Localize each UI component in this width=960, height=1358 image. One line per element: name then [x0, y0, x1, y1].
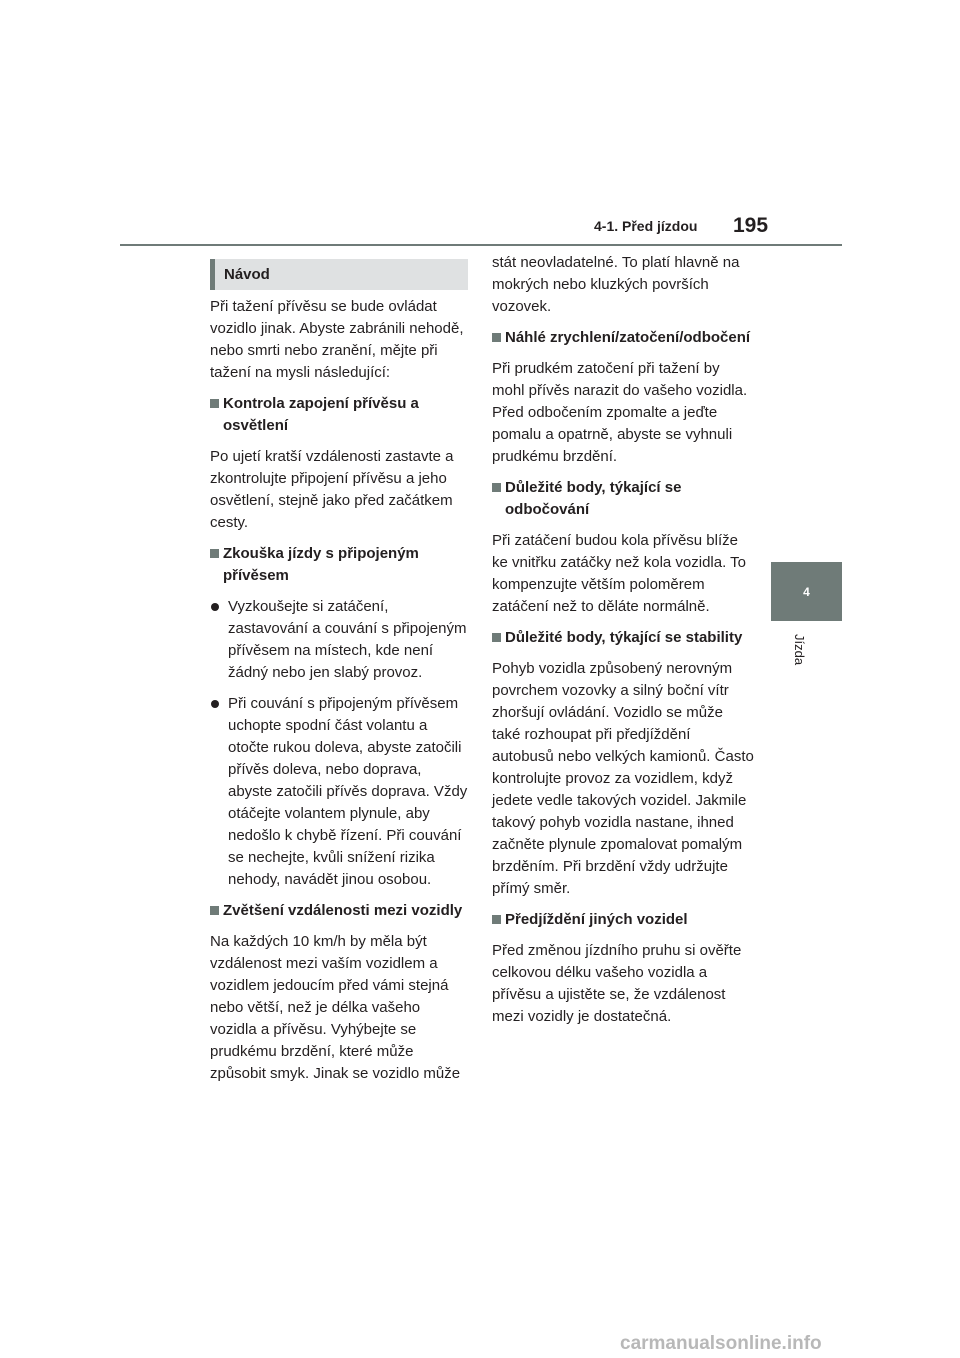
square-bullet-icon	[210, 393, 223, 437]
section-paragraph: Před změnou jízdního pruhu si ověřte celkovou délku vašeho vozidla a přívěsu a ujistěte se, že vzdálenost mezi vozidly je dostatečná.	[492, 942, 742, 1025]
square-bullet-icon	[210, 900, 223, 922]
section-heading	[210, 900, 468, 922]
section-paragraph: Při zatáčení budou kola přívěsu blíže ke vnitřku zatáčky než kola vozidla. To kompenzujte větším poloměrem zatáčení než to děláte normálně.	[492, 532, 747, 615]
section-heading	[210, 393, 468, 437]
section-paragraph: Po ujetí kratší vzdálenosti zastavte a zkontrolujte připojení přívěsu a jeho osvětlení, stejně jako před začátkem cesty.	[210, 448, 454, 531]
list-item	[210, 693, 468, 891]
section-heading-text: Zvětšení vzdálenosti mezi vozidly	[223, 902, 463, 919]
section-heading-text: Důležité body, týkající se stability	[505, 629, 743, 646]
intro-paragraph: Při tažení přívěsu se bude ovládat vozidlo jinak. Abyste zabránili nehodě, nebo smrti nebo zranění, mějte při tažení na mysli následující:	[210, 298, 464, 381]
section-heading	[492, 477, 754, 521]
chapter-tab[interactable]	[771, 562, 842, 621]
section-paragraph: Při prudkém zatočení při tažení by mohl přívěs narazit do vašeho vozidla. Před odbočením zpomalte a jeďte pomalu a opatrně, abyste se vyhnuli prudkému brzdění.	[492, 360, 748, 465]
square-bullet-icon	[210, 543, 223, 587]
square-bullet-icon	[492, 627, 505, 649]
section-heading-text: Zkouška jízdy s připojeným přívěsem	[223, 545, 419, 584]
continued-paragraph: stát neovladatelné. To platí hlavně na mokrých nebo kluzkých površích vozovek.	[492, 254, 740, 315]
chapter-tab-number: 4	[803, 584, 810, 599]
page-number: 195	[733, 214, 769, 237]
section-heading-text: Předjíždění jiných vozidel	[505, 911, 688, 928]
square-bullet-icon	[492, 477, 505, 521]
watermark: carmanualsonline.info	[620, 1333, 822, 1354]
header-divider	[120, 244, 842, 246]
square-bullet-icon	[492, 909, 505, 931]
section-heading	[492, 627, 754, 649]
round-bullet-icon	[210, 596, 228, 684]
chapter-tab-label: Jízda	[792, 634, 807, 666]
round-bullet-icon	[210, 693, 228, 891]
section-heading	[210, 543, 468, 587]
section-heading	[492, 909, 754, 931]
section-heading-text: Důležité body, týkající se odbočování	[505, 479, 682, 518]
square-bullet-icon	[492, 327, 505, 349]
notice-box-title: Návod	[210, 259, 468, 290]
section-paragraph: Pohyb vozidla způsobený nerovným povrchem vozovky a silný boční vítr zhoršují ovládání. Vozidlo se může také rozhoupat při předjíždění autobusů nebo velkých kamionů. Často kontrolujte provoz za vozidlem, když jedete vedle takových vozidel. Jakmile takový pohyb vozidla nastane, ihned začněte plynule zpomalovat pomalým brzděním. Při brzdění vždy udržujte přímý směr.	[492, 660, 754, 897]
list-item-text: Při couvání s připojeným přívěsem uchopte spodní část volantu a otočte rukou doleva, abyste zatočili přívěs doleva, nebo doprava, abyste zatočili přívěs doprava. Vždy otáčejte volantem plynule, aby nedošlo k chybě řízení. Při couvání se nechejte, kvůli snížení rizika nehody, navádět jinou osobou.	[228, 695, 468, 888]
section-paragraph: Na každých 10 km/h by měla být vzdálenost mezi vaším vozidlem a vozidlem jedoucím před vámi stejná nebo větší, než je délka vašeho vozidla a přívěsu. Vyhýbejte se prudkému brzdění, které může způsobit smyk. Jinak se vozidlo může	[210, 933, 461, 1082]
section-heading	[492, 327, 754, 349]
list-item	[210, 596, 468, 684]
section-heading-text: Kontrola zapojení přívěsu a osvětlení	[223, 395, 419, 434]
header-section-title: 4-1. Před jízdou	[594, 218, 698, 234]
right-column	[492, 252, 754, 1037]
list-item-text: Vyzkoušejte si zatáčení, zastavování a couvání s připojeným přívěsem na místech, kde není žádný nebo jen slabý provoz.	[228, 598, 467, 681]
section-heading-text: Náhlé zrychlení/zatočení/odbočení	[505, 329, 751, 346]
left-column	[210, 259, 468, 1094]
